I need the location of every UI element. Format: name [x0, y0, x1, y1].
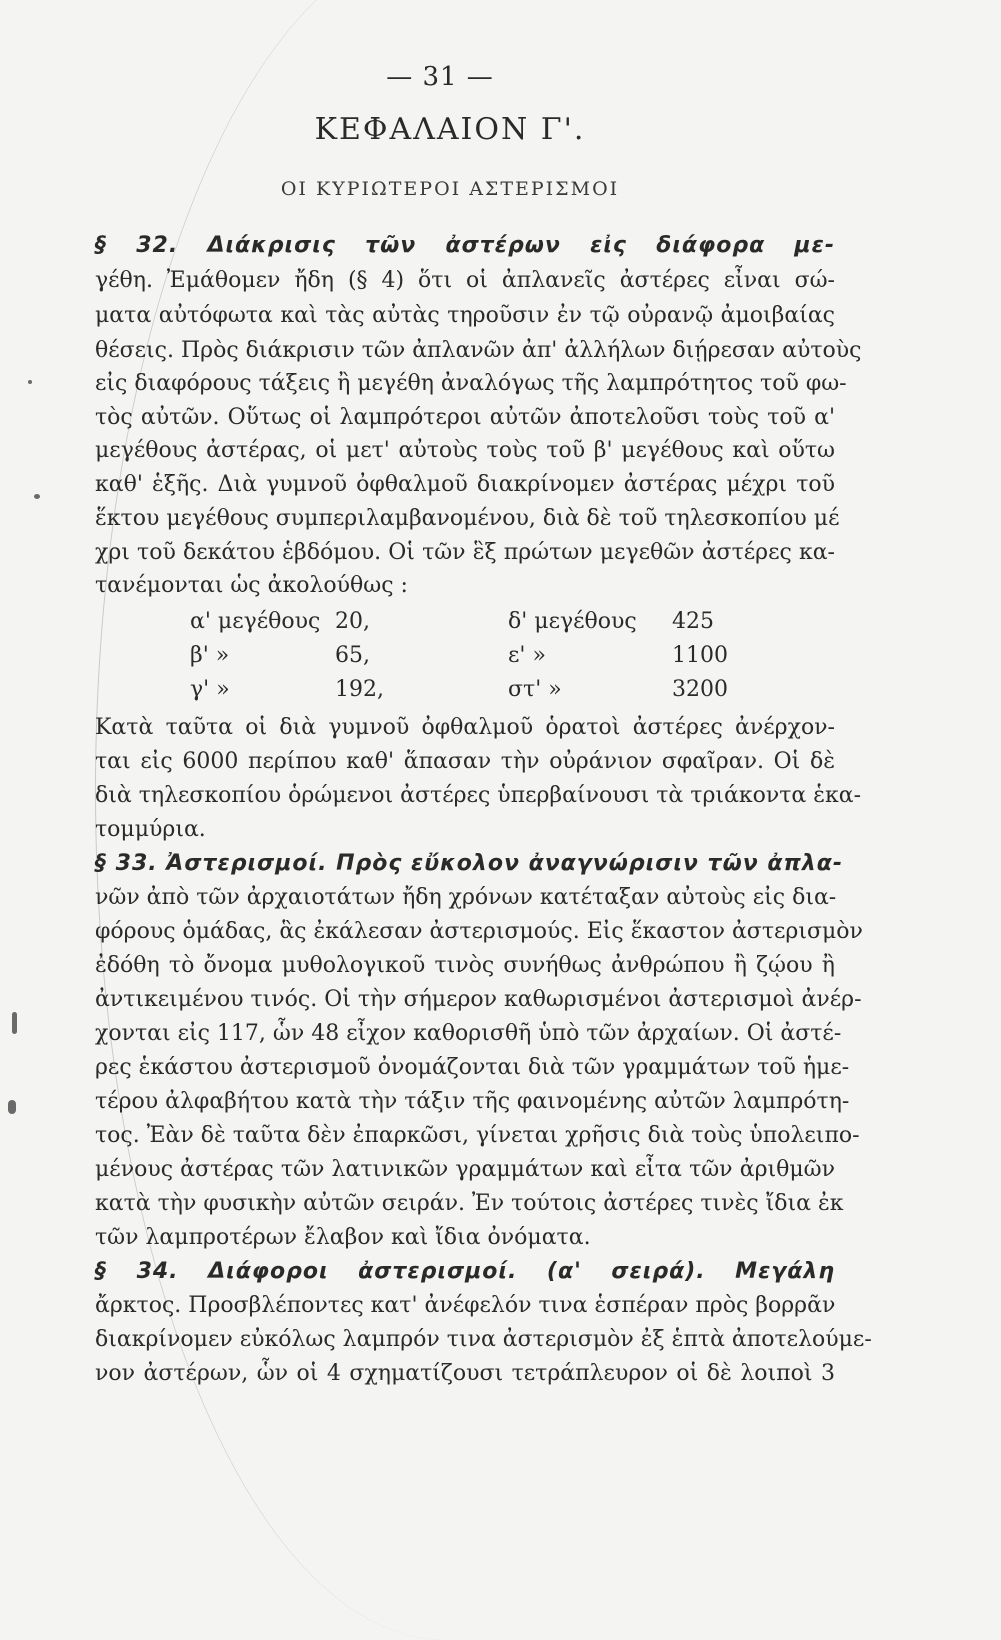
text-line: μεγέθους ἀστέρας, οἱ μετ' αὐτοὺς τοὺς τοῦ β' μεγέθους καὶ οὕτω	[95, 438, 835, 463]
section-34-heading: § 34. Διάφοροι ἀστερισμοί. (α' σειρά). Μεγάλη	[95, 1259, 835, 1284]
scan-speck	[34, 494, 40, 499]
text-line: καθ' ἑξῆς. Διὰ γυμνοῦ ὀφθαλμοῦ διακρίνομεν ἀστέρας μέχρι τοῦ	[95, 472, 835, 497]
magnitude-row	[0, 604, 1001, 640]
text-line: διακρίνομεν εὐκόλως λαμπρόν τινα ἀστερισμὸν ἐξ ἑπτὰ ἀποτελούμε-	[95, 1327, 872, 1352]
text-line: νῶν ἀπὸ τῶν ἀρχαιοτάτων ἤδη χρόνων κατέταξαν αὐτοὺς εἰς δια-	[95, 885, 837, 910]
scan-speck	[12, 1012, 17, 1034]
text-line: τέρου ἀλφαβήτου κατὰ τὴν τάξιν τῆς φαινομένης αὐτῶν λαμπρότη-	[95, 1089, 850, 1114]
scan-speck	[8, 1100, 16, 1114]
text-line: κατὰ τὴν φυσικὴν αὐτῶν σειράν. Ἐν τούτοις ἀστέρες τινὲς ἴδια ἐκ	[95, 1191, 844, 1216]
text-line: ματα αὐτόφωτα καὶ τὰς αὐτὰς τηροῦσιν ἐν τῷ οὐρανῷ ἀμοιβαίας	[95, 303, 835, 328]
magnitude-label: ε' »	[508, 643, 546, 668]
section-33-heading: § 33. Ἀστερισμοί. Πρὸς εὔκολον ἀναγνώρισιν τῶν ἀπλα-	[95, 851, 844, 876]
text-line: ται εἰς 6000 περίπου καθ' ἅπασαν τὴν οὐράνιον σφαῖραν. Οἱ δὲ	[95, 749, 835, 774]
chapter-subtitle: ΟΙ ΚΥΡΙΩΤΕΡΟΙ ΑΣΤΕΡΙΣΜΟΙ	[280, 178, 620, 200]
text-line: θέσεις. Πρὸς διάκρισιν τῶν ἀπλανῶν ἀπ' ἀλλήλων διῄρεσαν αὐτοὺς	[95, 338, 862, 363]
text-line: τος. Ἐὰν δὲ ταῦτα δὲν ἐπαρκῶσι, γίνεται χρῆσις διὰ τοὺς ὑπολειπο-	[95, 1123, 860, 1148]
magnitude-count: 1100	[672, 643, 728, 668]
text-line: εἰς διαφόρους τάξεις ἢ μεγέθη ἀναλόγως τῆς λαμπρότητος τοῦ φω-	[95, 371, 847, 396]
chapter-title: ΚΕΦΑΛΑΙΟΝ Γ'.	[314, 112, 586, 147]
magnitude-row	[0, 672, 1001, 708]
text-line: Κατὰ ταῦτα οἱ διὰ γυμνοῦ ὀφθαλμοῦ ὁρατοὶ ἀστέρες ἀνέρχον-	[95, 715, 835, 740]
magnitude-label: δ' μεγέθους	[508, 609, 637, 634]
text-line: ἕκτου μεγέθους συμπεριλαμβανομένου, διὰ δὲ τοῦ τηλεσκοπίου μέ	[95, 506, 840, 531]
magnitude-label: β' »	[190, 643, 230, 668]
magnitude-count: 20,	[335, 609, 370, 634]
text-line: διὰ τηλεσκοπίου ὁρώμενοι ἀστέρες ὑπερβαίνουσι τὰ τριάκοντα ἑκα-	[95, 783, 862, 808]
text-line: τανέμονται ὡς ἀκολούθως :	[95, 573, 408, 598]
magnitude-label: γ' »	[190, 677, 230, 702]
page-number: — 31 —	[386, 62, 494, 92]
text-line: τὸς αὐτῶν. Οὕτως οἱ λαμπρότεροι αὐτῶν ἀποτελοῦσι τοὺς τοῦ α'	[95, 405, 835, 430]
magnitude-count: 65,	[335, 643, 370, 668]
magnitude-label: α' μεγέθους	[190, 609, 321, 634]
text-line: φόρους ὁμάδας, ἃς ἐκάλεσαν ἀστερισμούς. Εἰς ἕκαστον ἀστερισμὸν	[95, 919, 863, 944]
text-line: ἀντικειμένου τινός. Οἱ τὴν σήμερον καθωρισμένοι ἀστερισμοὶ ἀνέρ-	[95, 987, 862, 1012]
text-line: τομμύρια.	[95, 817, 206, 842]
magnitude-count: 3200	[672, 677, 728, 702]
scan-speck	[28, 380, 32, 384]
text-line: ἐδόθη τὸ ὄνομα μυθολογικοῦ τινὸς συνήθως ἀνθρώπου ἢ ζῴου ἢ	[95, 953, 835, 978]
magnitude-count: 425	[672, 609, 714, 634]
magnitude-label: στ' »	[508, 677, 562, 702]
text-line: ἄρκτος. Προσβλέποντες κατ' ἀνέφελόν τινα ἑσπέραν πρὸς βορρᾶν	[95, 1293, 836, 1318]
text-line: χονται εἰς 117, ὧν 48 εἶχον καθορισθῆ ὑπὸ τῶν ἀρχαίων. Οἱ ἀστέ-	[95, 1021, 842, 1046]
text-line: ρες ἑκάστου ἀστερισμοῦ ὀνομάζονται διὰ τῶν γραμμάτων τοῦ ἡμε-	[95, 1055, 850, 1080]
text-line: γέθη. Ἐμάθομεν ἤδη (§ 4) ὅτι οἱ ἀπλανεῖς ἀστέρες εἶναι σώ-	[95, 268, 835, 293]
magnitude-row	[0, 638, 1001, 674]
text-line: μένους ἀστέρας τῶν λατινικῶν γραμμάτων καὶ εἶτα τῶν ἀριθμῶν	[95, 1157, 835, 1182]
section-32-heading: § 32. Διάκρισις τῶν ἀστέρων εἰς διάφορα με-	[95, 233, 835, 258]
text-line: νον ἀστέρων, ὧν οἱ 4 σχηματίζουσι τετράπλευρον οἱ δὲ λοιποὶ 3	[95, 1361, 835, 1386]
magnitude-count: 192,	[335, 677, 384, 702]
text-line: χρι τοῦ δεκάτου ἑβδόμου. Οἱ τῶν ἓξ πρώτων μεγεθῶν ἀστέρες κα-	[95, 540, 835, 565]
text-line: τῶν λαμπροτέρων ἔλαβον καὶ ἴδια ὀνόματα.	[95, 1225, 591, 1250]
